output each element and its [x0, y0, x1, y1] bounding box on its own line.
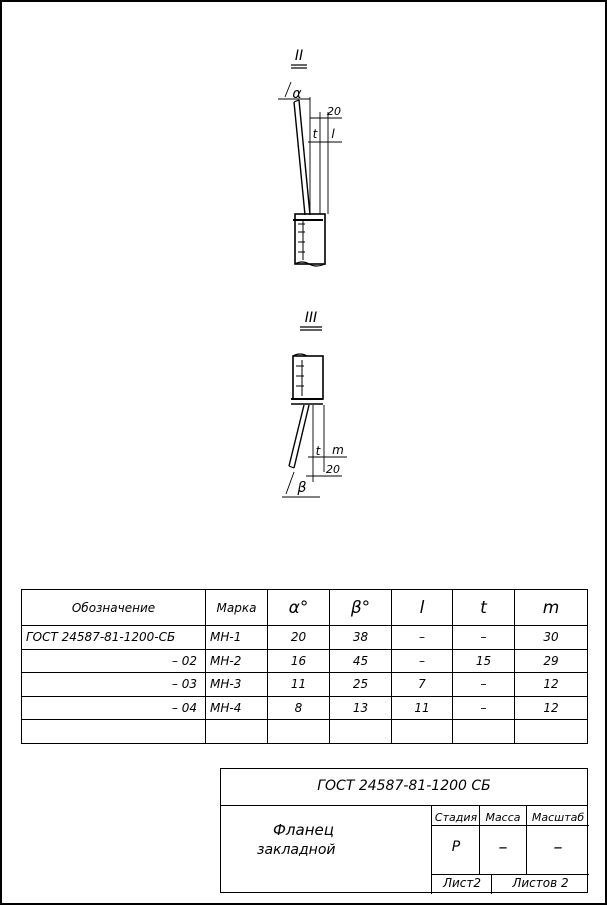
sheets-label: Листов 2 — [512, 876, 569, 890]
cell-beta — [330, 720, 392, 744]
header-m: m — [515, 590, 588, 626]
cell-designation — [22, 720, 206, 744]
view-ii-l-label: l — [331, 127, 335, 141]
view-iii-beta-label: β — [297, 480, 307, 496]
table-row — [22, 673, 588, 697]
cell-l — [392, 720, 453, 744]
part-name-line1: Фланец — [273, 821, 334, 839]
cell-alpha — [268, 720, 330, 744]
cell-beta: 13 — [330, 696, 392, 720]
header-beta: β° — [330, 590, 392, 626]
cell-alpha: 11 — [268, 673, 330, 697]
part-name-line2: закладной — [257, 842, 336, 858]
stage-label: Стадия — [434, 811, 478, 824]
cell-t: – — [453, 696, 515, 720]
cell-m: 12 — [515, 696, 588, 720]
cell-beta: 38 — [330, 626, 392, 650]
cell-marka: МН-4 — [206, 696, 268, 720]
view-iii-m-label: m — [332, 443, 344, 457]
document-code: ГОСТ 24587-81-1200 СБ — [317, 778, 491, 794]
view-ii-label: II — [294, 48, 304, 64]
scale-label: Масштаб — [531, 811, 585, 824]
view-iii-t-label: t — [315, 444, 321, 458]
cell-marka — [206, 720, 268, 744]
cell-designation: – 03 — [22, 673, 206, 697]
cell-marka: МН-2 — [206, 649, 268, 673]
mass-value: – — [498, 837, 508, 858]
spec-table — [21, 589, 588, 744]
cell-alpha: 16 — [268, 649, 330, 673]
cell-l: 11 — [392, 696, 453, 720]
cell-marka: МН-1 — [206, 626, 268, 650]
header-alpha: α° — [268, 590, 330, 626]
cell-t: – — [453, 673, 515, 697]
view-iii-label: III — [304, 310, 318, 326]
cell-m — [515, 720, 588, 744]
table-row — [22, 649, 588, 673]
cell-beta: 45 — [330, 649, 392, 673]
cell-marka: МН-3 — [206, 673, 268, 697]
cell-alpha: 8 — [268, 696, 330, 720]
table-row — [22, 696, 588, 720]
header-marka: Марка — [206, 590, 268, 626]
header-l: l — [392, 590, 453, 626]
cell-designation: – 02 — [22, 649, 206, 673]
cell-t: – — [453, 626, 515, 650]
cell-m: 12 — [515, 673, 588, 697]
cell-designation: ГОСТ 24587-81-1200-СБ — [22, 626, 206, 650]
cell-alpha: 20 — [268, 626, 330, 650]
cell-t: 15 — [453, 649, 515, 673]
table-row — [22, 626, 588, 650]
cell-l: 7 — [392, 673, 453, 697]
cell-l: – — [392, 626, 453, 650]
scale-value: – — [553, 837, 563, 858]
cell-designation: – 04 — [22, 696, 206, 720]
header-designation: Обозначение — [22, 590, 206, 626]
cell-beta: 25 — [330, 673, 392, 697]
sheet-label: Лист2 — [442, 876, 482, 890]
stage-value: Р — [451, 839, 461, 855]
view-ii-t-label: t — [312, 127, 318, 141]
view-ii-alpha-label: α — [292, 86, 302, 102]
mass-label: Масса — [485, 811, 521, 824]
header-t: t — [453, 590, 515, 626]
view-iii-dim-20: 20 — [326, 463, 340, 476]
view-iii-drawing — [2, 2, 607, 562]
view-ii-dim-20: 20 — [327, 105, 341, 118]
title-block — [220, 768, 588, 893]
cell-l: – — [392, 649, 453, 673]
cell-m: 29 — [515, 649, 588, 673]
table-row-empty — [22, 720, 588, 744]
cell-m: 30 — [515, 626, 588, 650]
cell-t — [453, 720, 515, 744]
table-header-row — [22, 590, 588, 626]
